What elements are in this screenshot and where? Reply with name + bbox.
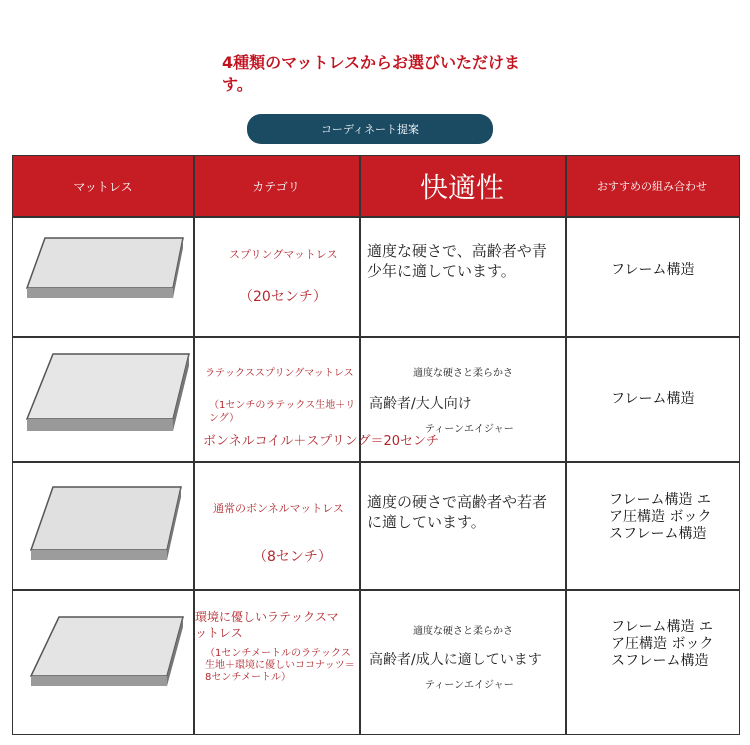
comfort-description: 適度の硬さで高齢者や若者に適しています。 (367, 493, 548, 531)
row-divider (13, 589, 739, 591)
category-name: ラテックススプリングマットレス (205, 368, 354, 379)
recommendation: フレーム構造 エア圧構造 ボックスフレーム構造 (611, 619, 714, 669)
column-divider (565, 156, 567, 734)
row-divider (13, 216, 739, 218)
header-category: カテゴリ (252, 179, 300, 194)
coordinate-proposal-button[interactable]: コーディネート提案 (247, 114, 493, 144)
header-comfort: 快適性 (419, 171, 504, 204)
row-divider (13, 336, 739, 338)
mattress-image-bonnell (27, 484, 185, 566)
category-name: 環境に優しいラテックスマットレス (195, 610, 339, 640)
comfort-bottom: ティーンエイジャー (425, 424, 514, 435)
mattress-image-eco-latex (27, 614, 187, 692)
comfort-top: 適度な硬さと柔らかさ (413, 368, 513, 379)
category-detail: （1センチメートルのラテックス生地＋環境に優しいココナッツ＝8センチメートル） (205, 648, 355, 683)
comfort-description: 適度な硬さで、高齢者や青少年に適しています。 (367, 242, 547, 280)
mattress-image-spring (23, 236, 185, 302)
header-mattress: マットレス (73, 179, 133, 194)
row-divider (13, 461, 739, 463)
page-heading: 4種類のマットレスからお選びいただけます。 (222, 53, 521, 94)
category-detail: （1センチのラテックス生地＋リング） (209, 400, 356, 424)
comfort-description: 高齢者/成人に適しています (369, 652, 542, 668)
header-recommendation: おすすめの組み合わせ (596, 180, 708, 193)
category-size: （20センチ） (239, 289, 327, 305)
comfort-bottom: ティーンエイジャー (425, 680, 514, 691)
category-name: スプリングマットレス (229, 248, 338, 261)
mattress-comparison-table (12, 155, 740, 735)
mattress-image-latex-spring (23, 351, 191, 435)
recommendation: フレーム構造 エア圧構造 ボックスフレーム構造 (609, 492, 712, 542)
category-size: （8センチ） (253, 549, 332, 565)
comfort-description: 高齢者/大人向け (369, 396, 472, 412)
recommendation: フレーム構造 (611, 391, 695, 407)
category-extra: ボンネルコイル＋スプリング＝20センチ (203, 434, 439, 449)
category-name: 通常のボンネルマットレス (213, 502, 344, 515)
column-divider (193, 156, 195, 734)
recommendation: フレーム構造 (611, 262, 695, 278)
comfort-top: 適度な硬さと柔らかさ (413, 626, 513, 637)
